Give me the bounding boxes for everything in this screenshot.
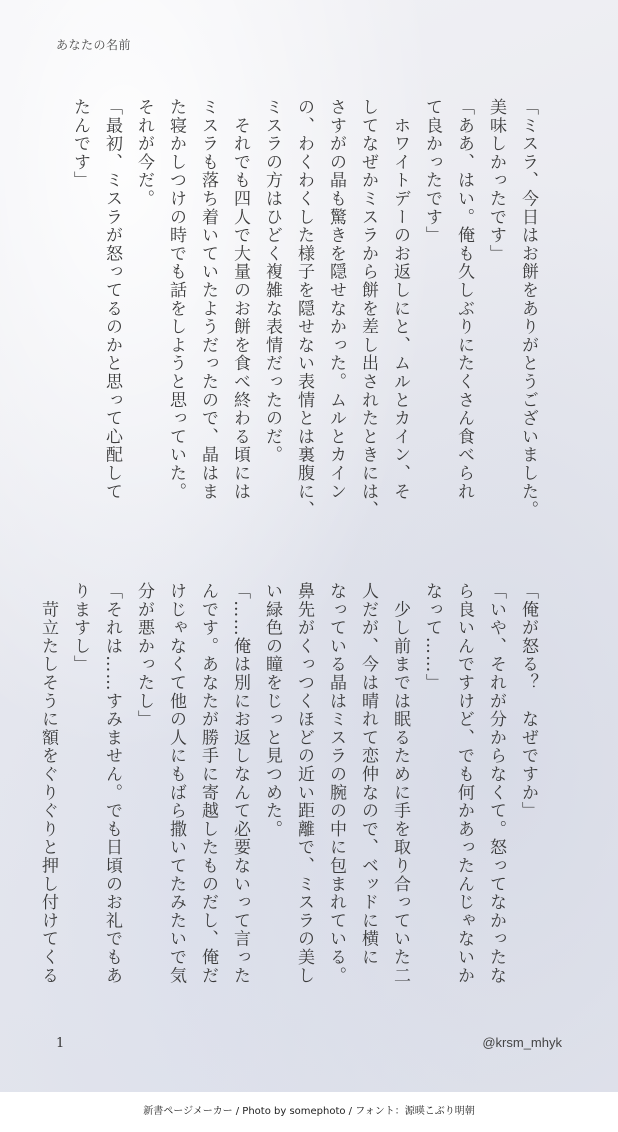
text-line: ら良いんですけど、でも何かあったんじゃないか	[454, 582, 474, 985]
text-line: なっている晶はミスラの腕の中に包まれている。	[326, 582, 346, 985]
text-line: 「いや、それが分からなくて。怒ってなかったな	[486, 582, 506, 985]
text-line: けじゃなくて他の人にもばら撒いてたみたいで気	[166, 582, 186, 985]
text-line: なって……」	[422, 582, 442, 692]
text-line: 苛立たしそうに額をぐりぐりと押し付けてくる	[38, 582, 58, 985]
text-line: してなぜかミスラから餅を差し出されたときには、	[358, 98, 378, 519]
credit-line: 新書ページメーカー / Photo by somephoto / フォント：源暎こぶり明朝	[143, 1106, 475, 1117]
text-line: 「……俺は別にお返しなんて必要ないって言った	[230, 582, 250, 985]
text-line: んです。あなたが勝手に寄越したものだし、俺だ	[198, 582, 218, 985]
text-line: の、わくわくした様子を隠せない表情とは裏腹に、	[294, 98, 314, 519]
author-handle: @krsm_mhyk	[482, 1035, 562, 1050]
text-line: 「ああ、はい。俺も久しぶりにたくさん食べられ	[454, 98, 474, 501]
text-line: 「俺が怒る？ なぜですか」	[518, 582, 538, 820]
text-line: 美味しかったです」	[486, 98, 506, 263]
text-line: 鼻先がくっつくほどの近い距離で、ミスラの美し	[294, 582, 314, 985]
text-line: て良かったです」	[422, 98, 442, 245]
text-line: さすがの晶も驚きを隠せなかった。ムルとカイン	[326, 98, 346, 501]
text-line: た寝かしつけの時でも話をしようと思っていた。	[166, 98, 186, 501]
text-line: 「ミスラ、今日はお餅をありがとうございました。	[518, 98, 538, 519]
text-line: 少し前までは眠るために手を取り合っていた二	[390, 582, 410, 985]
text-line: それが今だ。	[134, 98, 154, 208]
text-line: それでも四人で大量のお餅を食べ終わる頃には	[230, 98, 250, 501]
text-line: ホワイトデーのお返しにと、ムルとカイン、そ	[390, 98, 410, 501]
text-line: たんです」	[70, 98, 90, 190]
text-block-top	[56, 98, 544, 538]
text-line: りますし」	[70, 582, 90, 674]
text-line: 分が悪かったし」	[134, 582, 154, 729]
text-block-bottom	[38, 582, 544, 1022]
text-line: ミスラの方はひどく複雑な表情だったのだ。	[262, 98, 282, 464]
text-line: い緑色の瞳をじっと見つめた。	[262, 582, 282, 839]
text-line: 「それは……すみません。でも日頃のお礼でもあ	[102, 582, 122, 985]
text-line: 「最初、ミスラが怒ってるのかと思って心配して	[102, 98, 122, 501]
page-number: 1	[56, 1036, 65, 1051]
text-line: ミスラも落ち着いていたようだったので、晶はま	[198, 98, 218, 501]
text-line: 人だが、今は晴れて恋仲なので、ベッドに横に	[358, 582, 378, 967]
page-header-title: あなたの名前	[56, 38, 132, 52]
